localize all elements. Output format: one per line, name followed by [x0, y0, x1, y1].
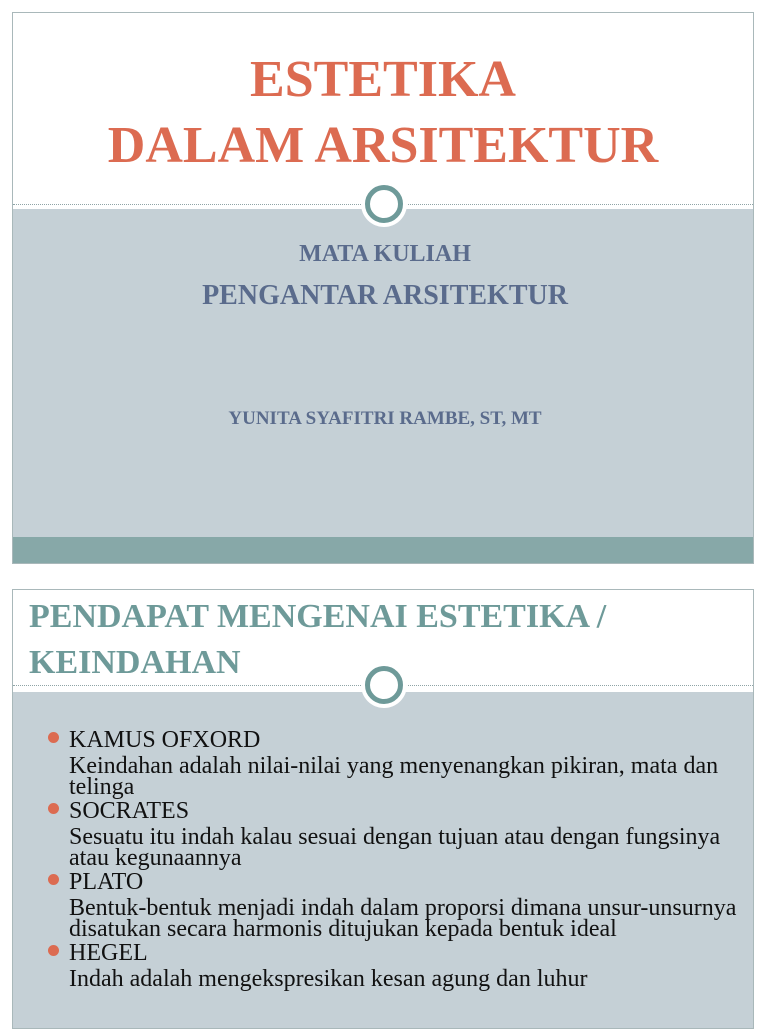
course-label: MATA KULIAH [299, 241, 471, 267]
bullet-dot-icon [48, 945, 59, 956]
list-item-text: Indah adalah mengekspresikan kesan agung dan luhur [69, 966, 588, 992]
bullet-dot-icon [48, 803, 59, 814]
list-item-heading: HEGEL [69, 940, 148, 966]
bullet-dot-icon [48, 732, 59, 743]
slide-title-line-1: ESTETIKA [250, 51, 516, 108]
slide-title-line-2: DALAM ARSITEKTUR [107, 117, 659, 174]
list-item-text: Bentuk-bentuk menjadi indah dalam proporsi dimana unsur-unsurnya disatukan secara harmonis ditujukan kepada bentuk ideal [69, 895, 737, 942]
slide-title-line-2: KEINDAHAN [29, 644, 241, 681]
list-item [48, 798, 738, 869]
slide-header-area [13, 13, 753, 206]
circle-divider-icon [365, 666, 403, 704]
list-item-text: Keindahan adalah nilai-nilai yang menyenangkan pikiran, mata dan telinga [69, 753, 719, 800]
slide-title-line-1: PENDAPAT MENGENAI ESTETIKA / [29, 598, 607, 635]
opinion-list [48, 727, 738, 990]
list-item [48, 727, 738, 798]
list-item [48, 869, 738, 940]
course-name: PENGANTAR ARSITEKTUR [202, 280, 568, 311]
list-item-text: Sesuatu itu indah kalau sesuai dengan tujuan atau dengan fungsinya atau kegunaannya [69, 824, 721, 871]
list-item [48, 940, 738, 990]
slide-title [13, 47, 753, 179]
list-item-heading: KAMUS OFXORD [69, 727, 261, 753]
bullet-dot-icon [48, 874, 59, 885]
circle-divider-icon [365, 185, 403, 223]
author-name: YUNITA SYAFITRI RAMBE, ST, MT [228, 408, 542, 429]
slide-footer-bar [13, 537, 753, 564]
list-item-heading: PLATO [69, 869, 144, 895]
list-item-heading: SOCRATES [69, 798, 190, 824]
title-slide [12, 12, 754, 564]
